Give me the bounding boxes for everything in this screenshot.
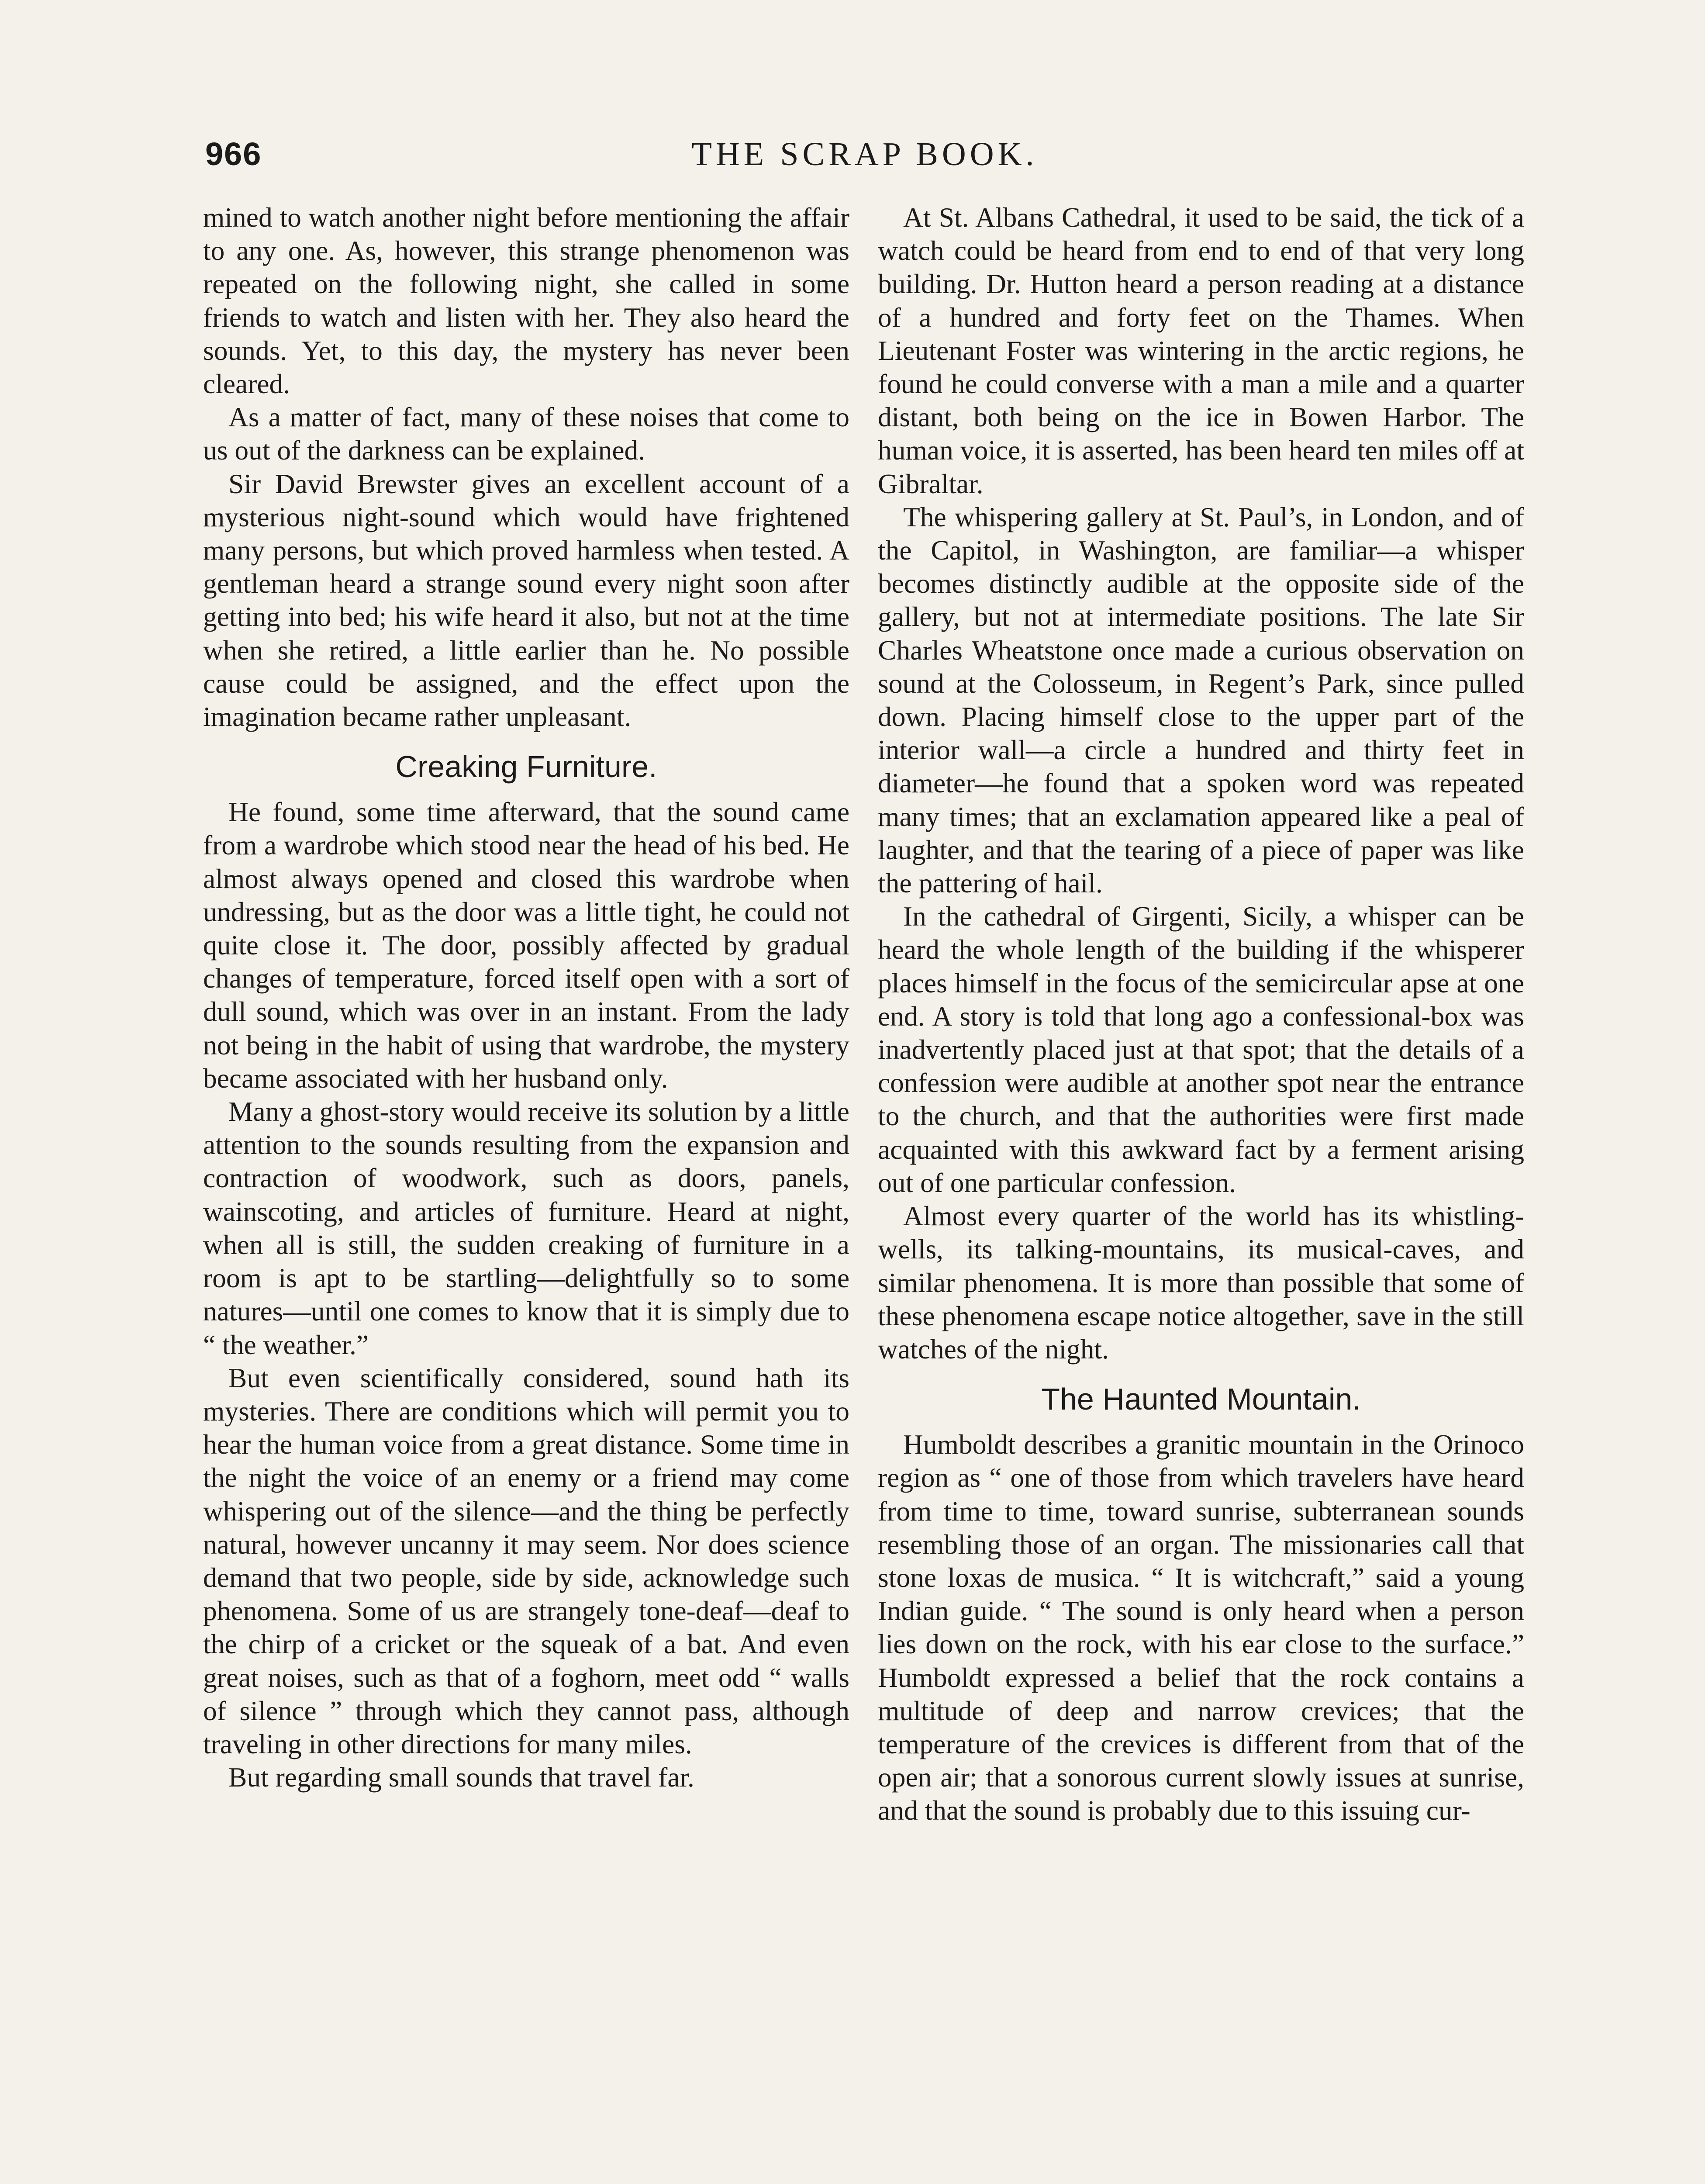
right-paragraph-2: The whispering gallery at St. Paul’s, in London, and of the Capitol, in Washington, are familiar—a whisper becomes distinctly audible at the opposite side of the gallery, but not at intermediate positions. The late Sir Charles Wheatstone once made a curious observation on sound at the Colosseum, in Regent’s Park, since pulled down. Placing himself close to the upper part of the interior wall—a circle a hundred and thirty feet in diameter—he found that a spoken word was repeated many times; that an exclamation appeared like a peal of laughter, and that the tearing of a piece of paper was like the pattering of hail.: [878, 501, 1524, 899]
left-column: [203, 201, 849, 1794]
left-paragraph-4: He found, some time afterward, that the sound came from a wardrobe which stood near the head of his bed. He almost always opened and closed this wardrobe when undressing, but as the door was a little tight, he could not quite close it. The door, possibly affected by gradual changes of temperature, forced itself open with a sort of dull sound, which was over in an instant. From the lady not being in the habit of using that wardrobe, the mystery became associated with her husband only.: [203, 796, 849, 1094]
left-paragraph-7: But regarding small sounds that travel far.: [228, 1762, 694, 1793]
right-paragraph-4: Almost every quarter of the world has its whistling-wells, its talking-mountains, its musical-caves, and similar phenomena. It is more than possible that some of these phenomena escape notice altogether, save in the still watches of the night.: [878, 1200, 1524, 1365]
section-heading-creaking-furniture: Creaking Furniture.: [395, 750, 657, 784]
left-paragraph-1: mined to watch another night before mentioning the affair to any one. As, however, this strange phenomenon was repeated on the following night, she called in some friends to watch and listen with her. They also heard the sounds. Yet, to this day, the mystery has never been cleared.: [203, 202, 849, 400]
running-title: THE SCRAP BOOK.: [691, 136, 1038, 173]
right-paragraph-1: At St. Albans Cathedral, it used to be said, the tick of a watch could be heard from end to end of that very long building. Dr. Hutton heard a person reading at a distance of a hundred and forty feet on the Thames. When Lieutenant Foster was wintering in the arctic regions, he found he could converse with a man a mile and a quarter distant, both being on the ice in Bowen Harbor. The human voice, it is asserted, has been heard ten miles off at Gibraltar.: [878, 202, 1524, 499]
section-heading-haunted-mountain: The Haunted Mountain.: [1041, 1382, 1361, 1417]
left-paragraph-5: Many a ghost-story would receive its solution by a little attention to the sounds resulting from the expansion and contraction of woodwork, such as doors, panels, wainscoting, and articles of furniture. Heard at night, when all is still, the sudden creaking of furniture in a room is apt to be startling—delightfully so to some natures—until one comes to know that it is simply due to “ the weather.”: [203, 1096, 849, 1360]
right-paragraph-5: Humboldt describes a granitic mountain in the Orinoco region as “ one of those from which travelers have heard from time to time, toward sunrise, subterranean sounds resembling those of an organ. The missionaries call that stone loxas de musica. “ It is witchcraft,” said a young Indian guide. “ The sound is only heard when a person lies down on the rock, with his ear close to the surface.” Humboldt expressed a belief that the rock contains a multitude of deep and narrow crevices; that the temperature of the crevices is different from that of the open air; that a sonorous current slowly issues at sunrise, and that the sound is probably due to this issuing cur-: [878, 1429, 1524, 1826]
page-number: 966: [205, 136, 262, 172]
left-paragraph-2: As a matter of fact, many of these noises that come to us out of the darkness can be explained.: [203, 401, 849, 466]
left-paragraph-6: But even scientifically considered, sound hath its mysteries. There are conditions which will permit you to hear the human voice from a great distance. Some time in the night the voice of an enemy or a friend may come whispering out of the silence—and the thing be perfectly natural, however uncanny it may seem. Nor does science demand that two people, side by side, acknowledge such phenomena. Some of us are strangely tone-deaf—deaf to the chirp of a cricket or the squeak of a bat. And even great noises, such as that of a foghorn, meet odd “ walls of silence ” through which they cannot pass, although traveling in other directions for many miles.: [203, 1362, 849, 1759]
page-header: [205, 131, 1524, 188]
right-column: [878, 201, 1524, 1828]
left-paragraph-3: Sir David Brewster gives an excellent account of a mysterious night-sound which would have frightened many persons, but which proved harmless when tested. A gentleman heard a strange sound every night soon after getting into bed; his wife heard it also, but not at the time when she retired, a little earlier than he. No possible cause could be assigned, and the effect upon the imagination became rather unpleasant.: [203, 468, 849, 733]
right-paragraph-3: In the cathedral of Girgenti, Sicily, a whisper can be heard the whole length of the building if the whisperer places himself in the focus of the semicircular apse at one end. A story is told that long ago a confessional-box was inadvertently placed just at that spot; that the details of a confession were audible at another spot near the entrance to the church, and that the authorities were first made acquainted with this awkward fact by a ferment arising out of one particular confession.: [878, 901, 1524, 1198]
